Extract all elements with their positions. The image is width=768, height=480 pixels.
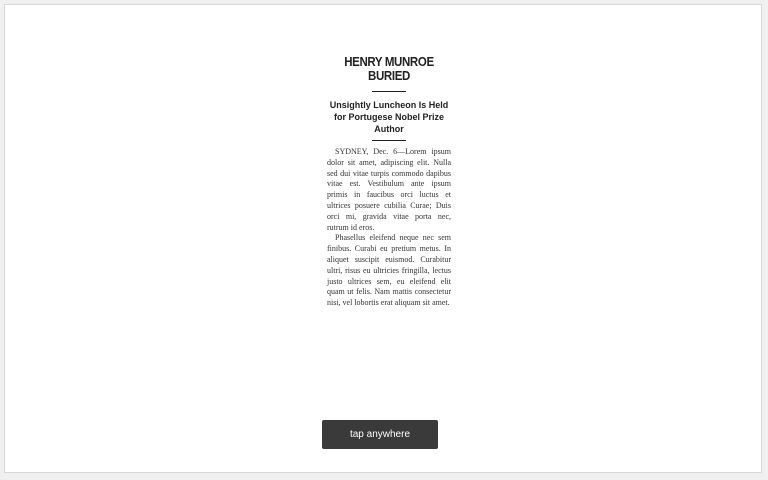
- article-paragraph: Phasellus eleifend neque nec sem finibus. Curabi eu pretium metus. In aliquet suscipit euismod. Curabitur ultri, risus eu ultricies fringilla, lectus justo ultrices sem, eu eleifend elit quam ut felis. Nam mattis consectetur nisi, vel lobortis erat aliquam sit amet.: [327, 233, 451, 308]
- article-headline: HENRY MUNROE BURIED: [344, 55, 434, 83]
- headline-divider: [372, 91, 406, 92]
- page-frame[interactable]: [4, 4, 762, 473]
- subhead-divider: [372, 140, 406, 141]
- article-paragraph: SYDNEY, Dec. 6—Lorem ipsum dolor sit amet, adipiscing elit. Nulla sed dui vitae turpis commodo dapibus vitae est. Vestibulum ante ipsum primis in faucibus orci luctus et ultrices posuere cubilia Curae; Duis orci mi, gravida vitae porta nec, rutrum id eros.: [327, 147, 451, 232]
- article-subhead: Unsightly Luncheon Is Held for Portugese Nobel Prize Author: [329, 100, 449, 134]
- article: [327, 55, 451, 309]
- tap-anywhere-button[interactable]: tap anywhere: [322, 420, 438, 449]
